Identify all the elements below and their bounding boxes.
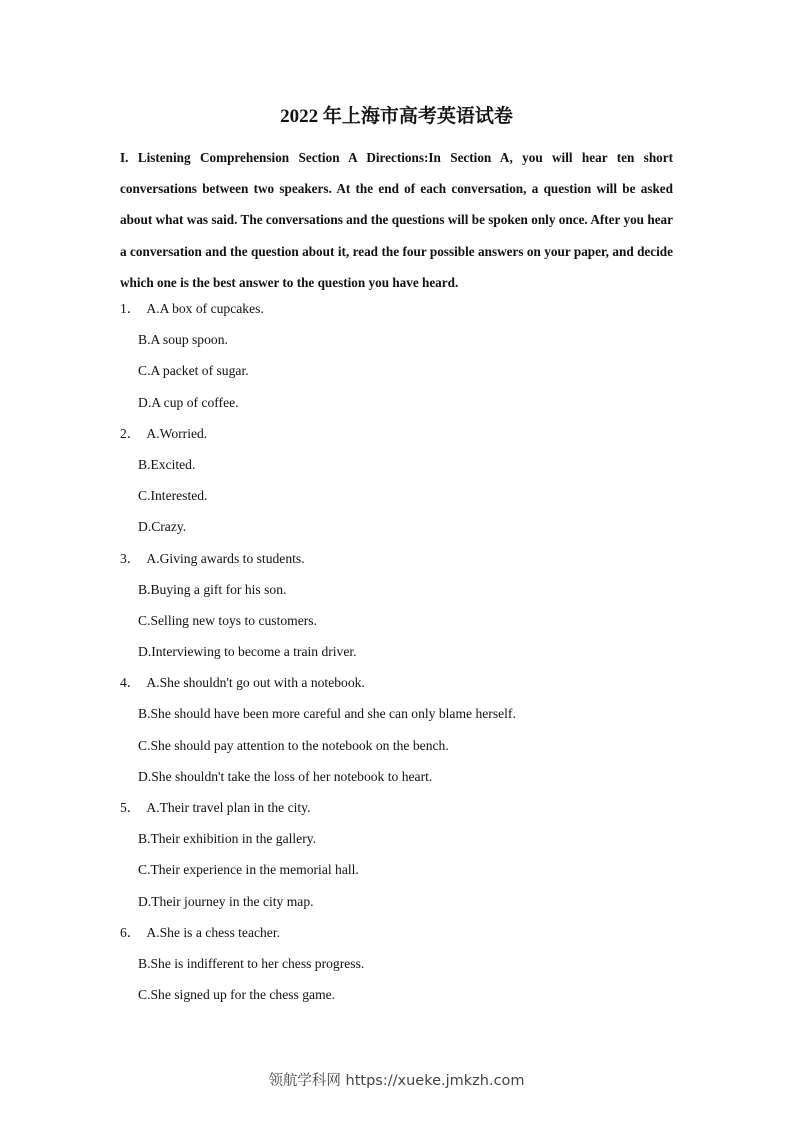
option-text: A.She is a chess teacher. — [146, 924, 281, 940]
question-1-option-b: B.A soup spoon. — [138, 332, 228, 348]
question-3-option-c: C.Selling new toys to customers. — [138, 612, 317, 628]
question-5-option-a — [120, 792, 680, 823]
question-1-option-c: C.A packet of sugar. — [138, 363, 249, 379]
question-number: 2． — [120, 425, 141, 441]
question-6-option-b: B.She is indifferent to her chess progress. — [138, 955, 365, 971]
page-title: 2022 年上海市高考英语试卷 — [280, 106, 513, 127]
question-4-option-a — [120, 667, 680, 698]
option-text: A.Giving awards to students. — [146, 550, 305, 566]
option-text: A.Worried. — [146, 425, 208, 441]
question-4-option-b: B.She should have been more careful and she can only blame herself. — [138, 706, 516, 722]
question-2-option-c: C.Interested. — [138, 488, 208, 504]
footer-watermark: 领航学科网 https://xueke.jmkzh.com — [268, 1073, 525, 1089]
question-5-option-d: D.Their journey in the city map. — [138, 893, 314, 909]
question-number: 3． — [120, 550, 141, 566]
option-text: A.A box of cupcakes. — [146, 301, 264, 316]
question-5-option-c: C.Their experience in the memorial hall. — [138, 862, 359, 878]
question-1-option-a — [120, 293, 680, 324]
question-6-option-a — [120, 917, 680, 948]
question-4-option-d: D.She shouldn't take the loss of her notebook to heart. — [138, 768, 433, 784]
question-2-option-a — [120, 418, 680, 449]
option-text: A.Their travel plan in the city. — [146, 800, 311, 815]
question-4-option-c: C.She should pay attention to the notebook on the bench. — [138, 737, 449, 753]
question-number: 4． — [120, 675, 141, 691]
question-number: 6． — [120, 924, 141, 940]
question-number: 5． — [120, 800, 141, 815]
question-5-option-b: B.Their exhibition in the gallery. — [138, 831, 317, 847]
question-3-option-a — [120, 543, 680, 574]
option-text: A.She shouldn't go out with a notebook. — [146, 675, 365, 691]
question-1-option-d: D.A cup of coffee. — [138, 394, 239, 410]
question-number: 1． — [120, 301, 141, 316]
questions-list — [120, 293, 680, 1010]
question-3-option-b: B.Buying a gift for his son. — [138, 581, 287, 597]
question-6-option-c: C.She signed up for the chess game. — [138, 987, 336, 1003]
question-3-option-d: D.Interviewing to become a train driver. — [138, 644, 357, 660]
question-2-option-d: D.Crazy. — [138, 519, 187, 535]
directions-paragraph: I. Listening Comprehension Section A Directions:In Section A, you will hear ten short conversations between two speakers. At the end of each conversation, a question will be asked about what was said. The conversations and the questions will be spoken only once. After you hear a conversation and the question about it, read the four possible answers on your paper, and decide which one is the best answer to the question you have heard. — [120, 150, 673, 290]
question-2-option-b: B.Excited. — [138, 456, 196, 472]
